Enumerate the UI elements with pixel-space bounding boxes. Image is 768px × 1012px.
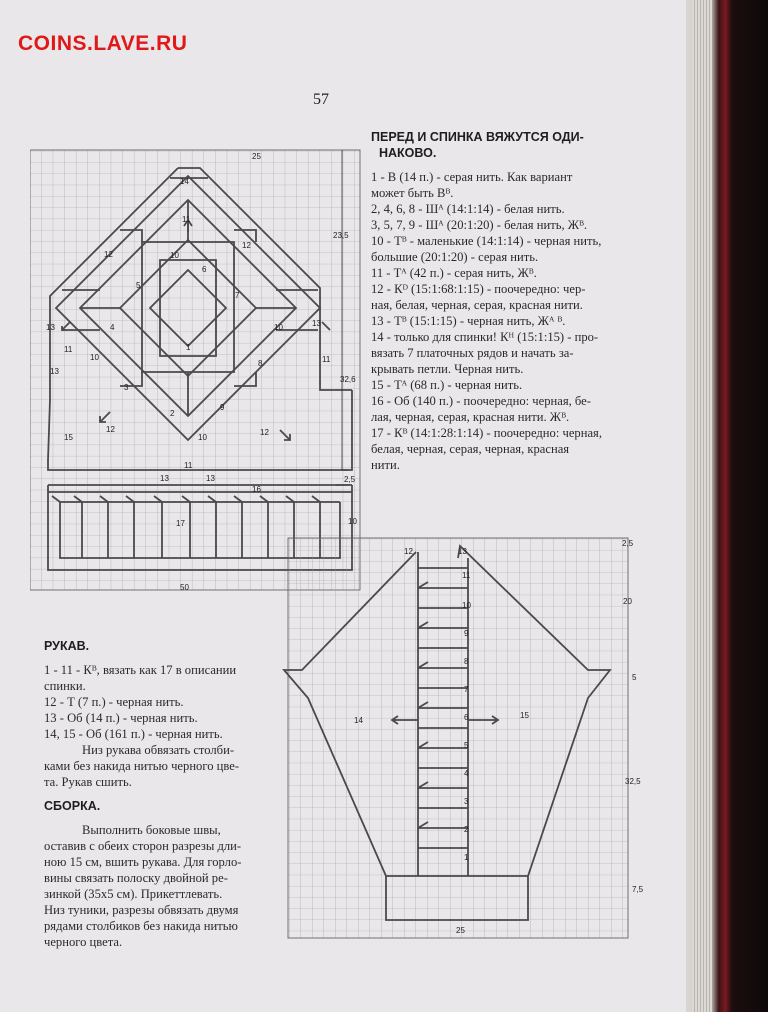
desc-line: 17 - Кᴮ (14:1:28:1:14) - поочередно: черная,	[371, 426, 602, 440]
desc-line: 10 - Тᴮ - маленькие (14:1:14) - черная нить,	[371, 234, 602, 248]
sleeve-line: Низ рукава обвязать столби-	[82, 743, 235, 757]
label-right-part: 15	[520, 711, 529, 720]
label-side-top: 23,5	[333, 231, 349, 240]
sleeve-title: РУКАВ.	[44, 639, 90, 653]
row-label: 8	[464, 657, 469, 666]
desc-line: 3, 5, 7, 9 - Шᴬ (20:1:20) - белая нить, Жᴮ.	[371, 218, 588, 232]
desc-line: 1 - В (14 п.) - серая нить. Как вариант	[371, 170, 573, 184]
desc-line: белая, черная, серая, черная, красная	[371, 442, 570, 456]
label-side-b: 5	[632, 673, 637, 682]
label-side-a: 20	[623, 597, 632, 606]
sleeve-line: 13 - Об (14 п.) - черная нить.	[44, 711, 198, 725]
desc-line: 13 - Тᴮ (15:1:15) - черная нить, Жᴬ ᴮ.	[371, 314, 566, 328]
row-label: 7	[464, 685, 469, 694]
zone-label: 10	[198, 433, 207, 442]
label-top-left: 12	[404, 547, 413, 556]
desc-line: большие (20:1:20) - серая нить.	[371, 250, 539, 264]
assembly-line: оставив с обеих сторон разрезы дли-	[44, 839, 242, 853]
zone-label: 12	[242, 241, 251, 250]
assembly-line: Низ туники, разрезы обвязать двумя	[44, 903, 239, 917]
zone-label: 4	[110, 323, 115, 332]
desc-line: лая, черная, серая, красная нити. Жᴮ.	[371, 410, 570, 424]
zone-label: 9	[220, 403, 225, 412]
row-label: 4	[464, 769, 469, 778]
zone-label: 10	[90, 353, 99, 362]
zone-label: 7	[235, 291, 240, 300]
assembly-line: черного цвета.	[44, 935, 123, 949]
zone-label: 8	[258, 359, 263, 368]
row-label: 6	[464, 713, 469, 722]
zone-label: 12	[260, 428, 269, 437]
row-label: 5	[464, 741, 469, 750]
zone-label: 13	[50, 367, 59, 376]
label-side-bottom: 10	[348, 517, 357, 526]
row-label: 1	[464, 853, 469, 862]
label-side-c: 32,5	[625, 777, 641, 786]
label-top-right: 13	[458, 547, 467, 556]
zone-label: 3	[124, 383, 129, 392]
label-side-d: 7,5	[632, 885, 644, 894]
sleeve-line: спинки.	[44, 679, 86, 693]
zone-label: 11	[64, 345, 73, 354]
sleeve-line: 1 - 11 - Кᴮ, вязать как 17 в описании	[44, 663, 237, 677]
zone-label: 17	[176, 519, 185, 528]
row-label: 11	[462, 571, 471, 580]
row-label: 2	[464, 825, 469, 834]
desc-line: ная, белая, черная, серая, красная нити.	[371, 298, 583, 312]
page-number: 57	[313, 91, 329, 108]
zone-label: 6	[202, 265, 207, 274]
front-back-description	[371, 129, 691, 473]
assembly-line: ною 15 см, вшить рукава. Для горло-	[44, 855, 242, 869]
desc-line: может быть Вᴮ.	[371, 186, 454, 200]
desc-line: 15 - Тᴬ (68 п.) - черная нить.	[371, 378, 523, 392]
desc-line: нити.	[371, 458, 400, 472]
zone-label: 11	[182, 215, 191, 224]
label-side-low: 2,5	[344, 475, 356, 484]
zone-label: 10	[170, 251, 179, 260]
zone-label: 1	[186, 343, 191, 352]
zone-label: 13	[206, 474, 215, 483]
assembly-line: зинкой (35х5 см). Прикеттлевать.	[44, 887, 223, 901]
label-width-bottom: 25	[456, 926, 465, 935]
assembly-line: вины связать полоску двойной ре-	[44, 871, 228, 885]
desc-line: 11 - Тᴬ (42 п.) - серая нить, Жᴮ.	[371, 266, 537, 280]
zone-label: 13	[160, 474, 169, 483]
grid	[288, 538, 628, 938]
desc-line: вязать 7 платочных рядов и начать за-	[371, 346, 574, 360]
row-label: 9	[464, 629, 469, 638]
desc-line: крывать петли. Черная нить.	[371, 362, 524, 376]
sleeve-line: 14, 15 - Об (161 п.) - черная нить.	[44, 727, 223, 741]
watermark: COINS.LAVE.RU	[18, 32, 188, 55]
assembly-title: СБОРКА.	[44, 799, 101, 813]
zone-label: 12	[104, 250, 113, 259]
desc-line: 14 - только для спинки! Кᴴ (15:1:15) - про-	[371, 330, 599, 344]
desc-line: 2, 4, 6, 8 - Шᴬ (14:1:14) - белая нить.	[371, 202, 565, 216]
assembly-line: Выполнить боковые швы,	[82, 823, 221, 837]
zone-label: 13	[312, 319, 321, 328]
assembly-line: рядами столбиков без накида нитью	[44, 919, 238, 933]
desc-line: 16 - Об (140 п.) - поочередно: черная, бе-	[371, 394, 591, 408]
sleeve-line: ками без накида нитью черного цве-	[44, 759, 240, 773]
sleeve-description	[44, 638, 279, 950]
sleeve-line: та. Рукав сшить.	[44, 775, 132, 789]
page-edges	[692, 0, 712, 1012]
label-width-top: 25	[252, 152, 261, 161]
zone-label: 10	[274, 323, 283, 332]
zone-label: 13	[46, 323, 55, 332]
zone-label: 14	[180, 177, 189, 186]
sleeve-chart	[278, 528, 648, 942]
row-label: 10	[462, 601, 471, 610]
label-side-top: 2,5	[622, 539, 634, 548]
zone-label: 15	[64, 433, 73, 442]
desc-line: 12 - Кᴰ (15:1:68:1:15) - поочередно: чер-	[371, 282, 586, 296]
zone-label: 2	[170, 409, 175, 418]
zone-label: 11	[184, 461, 193, 470]
zone-label: 12	[106, 425, 115, 434]
label-left-part: 14	[354, 716, 363, 725]
zone-label: 5	[136, 281, 141, 290]
label-width-bottom: 50	[180, 583, 189, 592]
zone-label: 16	[252, 485, 261, 494]
row-label: 3	[464, 797, 469, 806]
zone-label: 11	[322, 355, 331, 364]
front-back-title-cont: НАКОВО.	[379, 146, 437, 160]
sleeve-line: 12 - Т (7 п.) - черная нить.	[44, 695, 184, 709]
label-side-mid: 32,6	[340, 375, 356, 384]
front-back-title: ПЕРЕД И СПИНКА ВЯЖУТСЯ ОДИ-	[371, 130, 584, 144]
